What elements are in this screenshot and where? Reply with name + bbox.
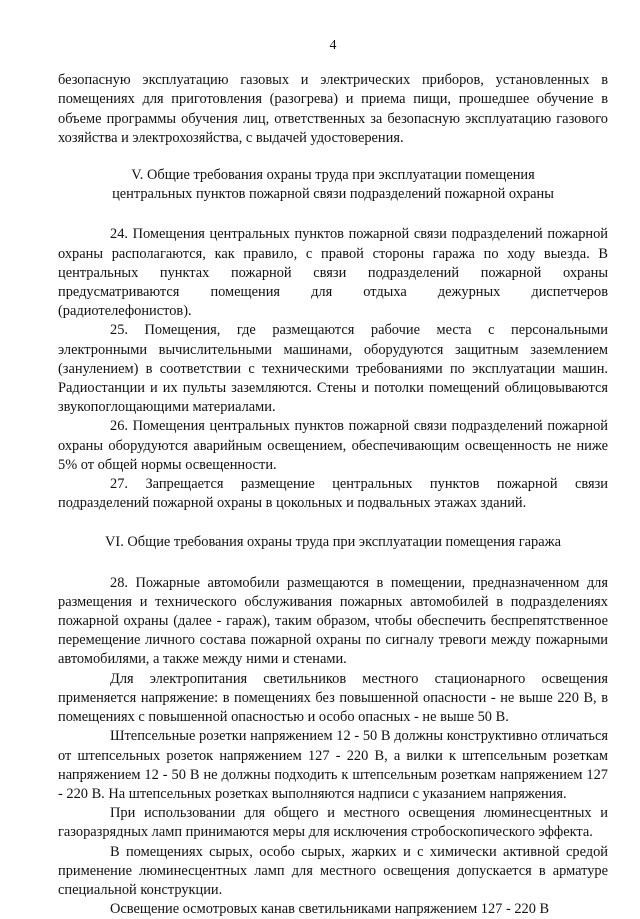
section-5-heading: [58, 166, 608, 204]
paragraph-27: 27. Запрещается размещение центральных пунктов пожарной связи подразделений пожарной охраны в цокольных и подвальных этажах зданий.: [58, 476, 608, 512]
paragraph-24: 24. Помещения центральных пунктов пожарной связи подразделений пожарной охраны располагаются, как правило, с правой стороны гаража по ходу выезда. В центральных пунктах пожарной связи подразделений пожарной охраны предусматриваются помещения для отдыха дежурных диспетчеров (радиотелефонистов).: [58, 226, 608, 320]
page-number: 4: [329, 38, 337, 53]
section-5-title-line-1: V. Общие требования охраны труда при эксплуатации помещения: [131, 167, 535, 184]
paragraph-stroboscopic: При использовании для общего и местного освещения люминесцентных и газоразрядных ламп принимаются меры для исключения стробоскопического эффекта.: [58, 805, 608, 841]
section-6-heading: [58, 533, 608, 552]
paragraph-sockets: Штепсельные розетки напряжением 12 - 50 В должны конструктивно отличаться от штепсельных розеток напряжением 127 - 220 В, а вилки к штепсельным розеткам напряжением 12 - 50 В не должны подходить к штепсельным розеткам напряжением 127 - 220 В. На штепсельных розетках выполняются надписи с указанием напряжения.: [58, 728, 608, 802]
intro-paragraph: безопасную эксплуатацию газовых и электрических приборов, установленных в помещениях для приготовления (разогрева) и приема пищи, прошедшее обучение в объеме программы обучения лиц, ответственных за безопасную эксплуатацию газового хозяйства и электрохозяйства, с выдачей удостоверения.: [58, 72, 608, 146]
section-6-title: VI. Общие требования охраны труда при эксплуатации помещения гаража: [105, 534, 561, 551]
paragraph-lighting-voltage: Для электропитания светильников местного стационарного освещения применяется напряжение: в помещениях без повышенной опасности - не выше 220 В, в помещениях с повышенной опасностью и особо опасных - не выше 50 В.: [58, 670, 608, 726]
paragraph-25: 25. Помещения, где размещаются рабочие места с персональными электронными вычислительными машинами, оборудуются защитным заземлением (занулением) в соответствии с техническими требованиями по эксплуатации машин. Радиостанции и их пульты заземляются. Стены и потолки помещений облицовываются звукопоглощающими материалами.: [58, 322, 608, 416]
paragraph-inspection-pits: Освещение осмотровых канав светильниками напряжением 127 - 220 В: [110, 901, 550, 918]
paragraph-damp-rooms: В помещениях сырых, особо сырых, жарких и с химически активной средой применение люминесцентных ламп для местного освещения допускается в арматуре специальной конструкции.: [58, 843, 608, 898]
section-5-title-line-2: центральных пунктов пожарной связи подразделений пожарной охраны: [112, 186, 554, 203]
paragraph-26: 26. Помещения центральных пунктов пожарной связи подразделений пожарной охраны оборудуются аварийным освещением, обеспечивающим освещенность не ниже 5% от общей нормы освещенности.: [58, 418, 608, 473]
paragraph-28: 28. Пожарные автомобили размещаются в помещении, предназначенном для размещения и технического обслуживания пожарных автомобилей в подразделениях пожарной охраны (далее - гараж), таким образом, чтобы обеспечить беспрепятственное перемещение личного состава пожарной охраны по сигналу тревоги между пожарными автомобилями, а также между ними и стенами.: [58, 574, 608, 668]
